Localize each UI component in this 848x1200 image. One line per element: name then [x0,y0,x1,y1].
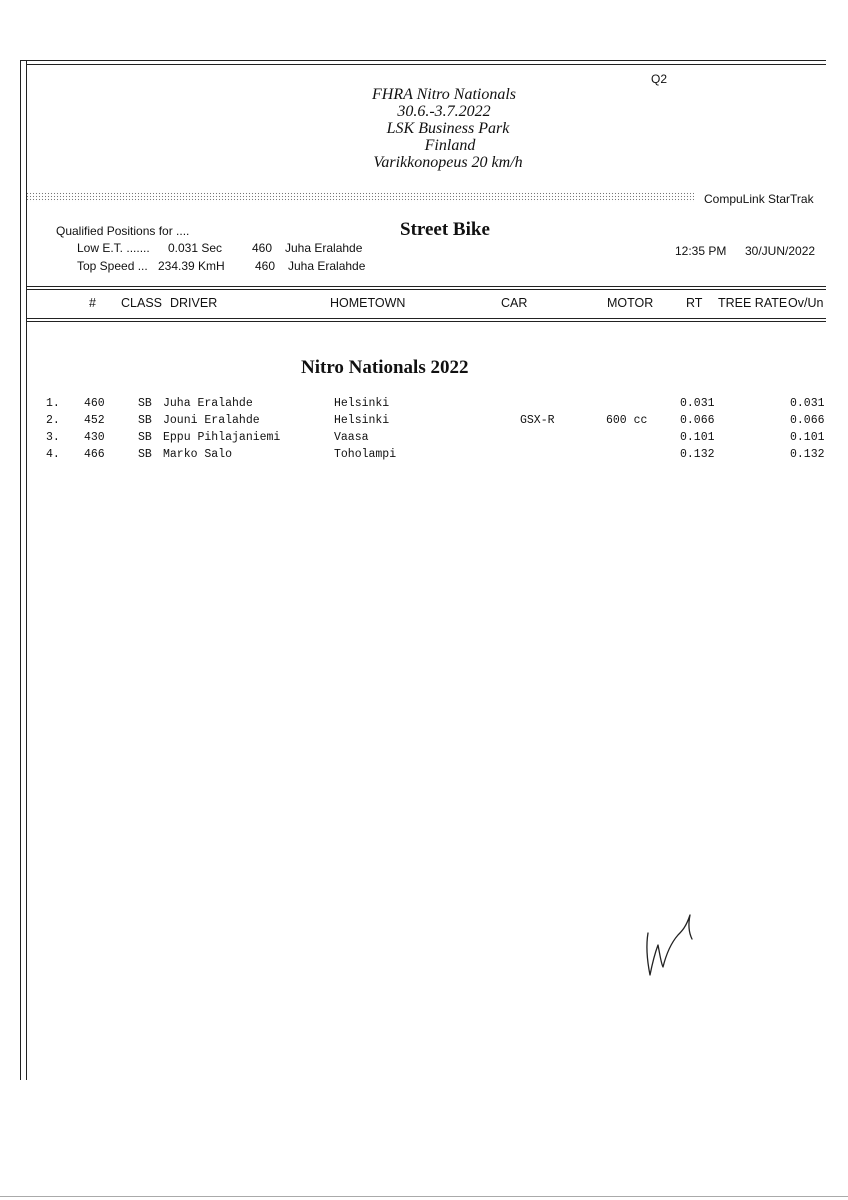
row-ov-un: 0.066 [790,414,825,427]
event-line-5: Varikkonopeus 20 km/h [373,154,523,171]
header-rule-bottom [26,318,826,319]
class-title: Street Bike [400,219,490,240]
top-border [20,60,826,61]
row-driver: Jouni Eralahde [163,414,260,427]
row-driver: Marko Salo [163,448,233,461]
row-ov-un: 0.132 [790,448,825,461]
event-line-1: FHRA Nitro Nationals [371,86,516,103]
row-hometown: Vaasa [334,431,369,444]
top-speed-driver: Juha Eralahde [288,259,366,273]
col-ov-un: Ov/Un [788,296,824,310]
event-line-3: LSK Business Park [386,120,510,137]
time-label: 12:35 PM [675,244,727,258]
row-driver: Juha Eralahde [163,397,253,410]
row-pos: 2. [46,414,60,427]
row-ov-un: 0.101 [790,431,825,444]
row-pos: 3. [46,431,60,444]
col-car: CAR [501,296,528,310]
table-row [0,431,848,448]
col-driver: DRIVER [170,296,218,310]
col-class: CLASS [121,296,162,310]
table-row [0,397,848,414]
row-ov-un: 0.031 [790,397,825,410]
row-num: 452 [84,414,105,427]
row-motor: 600 cc [606,414,648,427]
row-num: 466 [84,448,105,461]
col-motor: MOTOR [607,296,654,310]
left-border-inner [26,60,27,1080]
top-border-2 [26,64,826,65]
row-rt: 0.031 [680,397,715,410]
row-num: 460 [84,397,105,410]
left-border-outer [20,60,21,1080]
table-row [0,414,848,431]
row-rt: 0.101 [680,431,715,444]
bottom-edge [0,1196,848,1197]
row-class: SB [138,397,152,410]
dotted-band [26,192,694,202]
header-rule-top-2 [26,289,826,290]
row-car: GSX-R [520,414,555,427]
event-line-2: 30.6.-3.7.2022 [397,103,491,120]
header-rule-top [26,286,826,287]
session-label: Q2 [651,72,668,86]
row-hometown: Toholampi [334,448,397,461]
qualified-title: Qualified Positions for .... [56,224,190,238]
low-et-value: 0.031 Sec [168,241,223,255]
col-num: # [89,296,96,310]
date-label: 30/JUN/2022 [745,244,816,258]
row-rt: 0.132 [680,448,715,461]
table-row [0,448,848,465]
row-rt: 0.066 [680,414,715,427]
row-class: SB [138,431,152,444]
row-num: 430 [84,431,105,444]
row-pos: 4. [46,448,60,461]
section-title: Nitro Nationals 2022 [301,357,469,378]
system-label: CompuLink StarTrak [704,192,814,206]
top-speed-label: Top Speed ... [77,259,148,273]
low-et-label: Low E.T. ....... [77,241,150,255]
row-hometown: Helsinki [334,397,390,410]
col-hometown: HOMETOWN [330,296,406,310]
header-rule-bottom-2 [26,321,826,322]
row-class: SB [138,448,152,461]
top-speed-value: 234.39 KmH [158,259,225,273]
top-speed-num: 460 [255,259,276,273]
col-tree-rate: TREE RATE [718,296,788,310]
row-hometown: Helsinki [334,414,390,427]
event-line-4: Finland [424,137,476,154]
row-pos: 1. [46,397,60,410]
low-et-num: 460 [252,241,273,255]
low-et-driver: Juha Eralahde [285,241,363,255]
row-class: SB [138,414,152,427]
col-rt: RT [686,296,703,310]
row-driver: Eppu Pihlajaniemi [163,431,281,444]
signature [638,905,700,985]
